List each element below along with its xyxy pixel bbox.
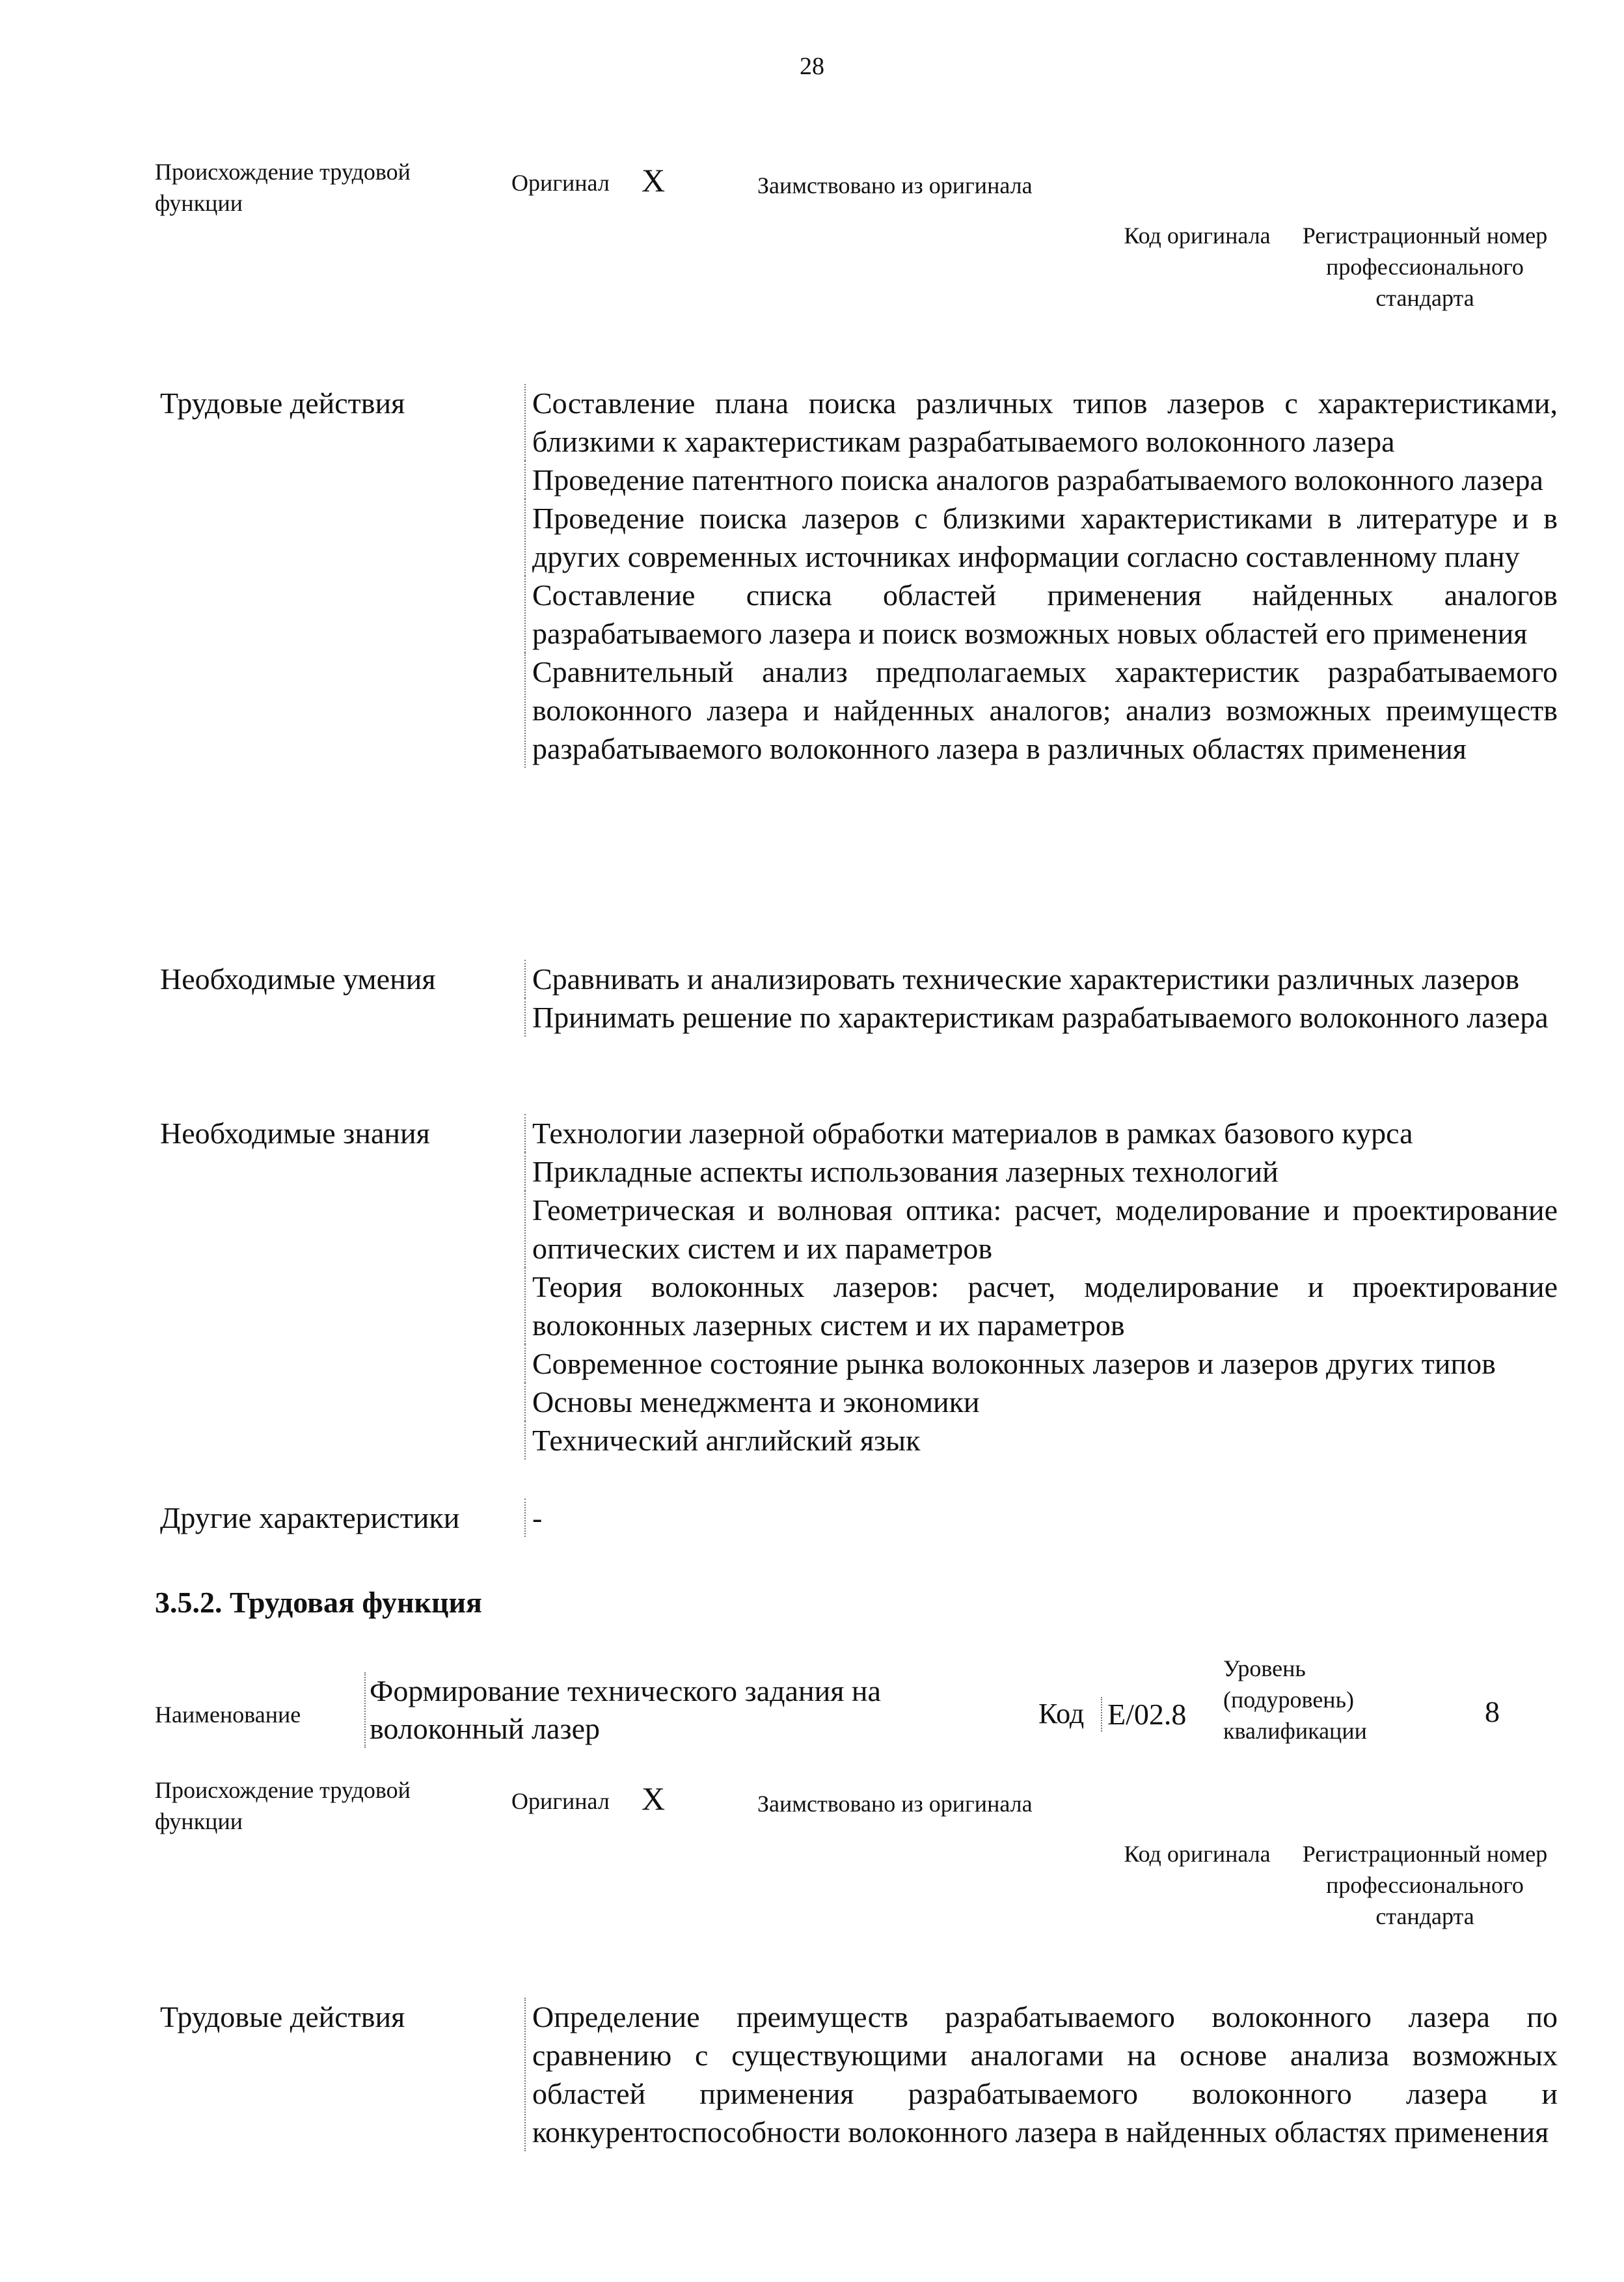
registration-number-label: Регистрационный номер профессионального стандарта	[1302, 1841, 1548, 1929]
origin-block	[0, 156, 1624, 371]
original-mark: X	[642, 1780, 666, 1817]
list-item: Проведение патентного поиска аналогов разрабатываемого волоконного лазера	[524, 461, 1558, 499]
list-item: Основы менеджмента и экономики	[524, 1383, 1558, 1421]
list-item: Современное состояние рынка волоконных лазеров и лазеров других типов	[524, 1344, 1558, 1383]
qualification-level-label	[1223, 1653, 1392, 1746]
required-skills-label: Необходимые умения	[160, 962, 436, 996]
borrowed-label: Заимствовано из оригинала	[757, 1791, 1033, 1817]
origin-block	[0, 1774, 1624, 1989]
labor-function-row	[0, 1653, 1624, 1770]
level-label-text: Уровень (подуровень) квалификации	[1223, 1655, 1367, 1744]
list-item: Принимать решение по характеристикам разрабатываемого волоконного лазера	[524, 998, 1558, 1037]
origin-label: Происхождение трудовой функции	[155, 1777, 411, 1834]
labor-actions-list	[524, 1998, 1558, 2151]
list-item: Прикладные аспекты использования лазерных технологий	[524, 1152, 1558, 1191]
code-value: E/02.8	[1101, 1697, 1186, 1732]
other-characteristics-label: Другие характеристики	[160, 1501, 460, 1534]
list-item: Определение преимуществ разрабатываемого волоконного лазера по сравнению с существующими аналогами на основе анализа возможных областей применения разрабатываемого волоконного лазера и конкурентоспособности волоконного лазера в найденных областях применения	[524, 1998, 1558, 2151]
labor-actions-label: Трудовые действия	[160, 387, 405, 420]
list-item: Технологии лазерной обработки материалов в рамках базового курса	[524, 1114, 1558, 1152]
original-code-label: Код оригинала	[1124, 223, 1271, 249]
labor-actions-label: Трудовые действия	[160, 2000, 405, 2033]
list-item: Сравнительный анализ предполагаемых характеристик разрабатываемого волоконного лазера и найденных аналогов; анализ возможных преимуществ разрабатываемого волоконного лазера в различных областях применения	[524, 653, 1558, 768]
list-item: Составление списка областей применения найденных аналогов разрабатываемого лазера и поиск возможных новых областей его применения	[524, 576, 1558, 653]
required-skills-list	[524, 960, 1558, 1037]
code-label: Код	[1038, 1698, 1085, 1730]
list-item: Сравнивать и анализировать технические характеристики различных лазеров	[524, 960, 1558, 998]
original-label: Оригинал	[511, 170, 610, 196]
list-item: Геометрическая и волновая оптика: расчет, моделирование и проектирование оптических систем и их параметров	[524, 1191, 1558, 1268]
labor-actions-list	[524, 384, 1558, 768]
list-item: Технический английский язык	[524, 1421, 1558, 1460]
list-item: Составление плана поиска различных типов лазеров с характеристиками, близкими к характеристикам разрабатываемого волоконного лазера	[524, 384, 1558, 461]
list-item: Теория волоконных лазеров: расчет, моделирование и проектирование волоконных лазерных систем и их параметров	[524, 1268, 1558, 1344]
required-knowledge-label: Необходимые знания	[160, 1117, 430, 1150]
required-knowledge-list	[524, 1114, 1558, 1460]
registration-number-label: Регистрационный номер профессионального стандарта	[1302, 223, 1548, 311]
function-name: Формирование технического задания на волоконный лазер	[364, 1672, 994, 1748]
origin-label: Происхождение трудовой функции	[155, 159, 411, 216]
other-characteristics-list	[524, 1499, 1558, 1537]
qualification-level-value: 8	[1485, 1695, 1500, 1728]
borrowed-label: Заимствовано из оригинала	[757, 172, 1033, 198]
page-number: 28	[800, 53, 824, 80]
original-code-label: Код оригинала	[1124, 1841, 1271, 1867]
section-heading: 3.5.2. Трудовая функция	[155, 1586, 482, 1619]
list-item: Проведение поиска лазеров с близкими характеристиками в литературе и в других современных источниках информации согласно составленному плану	[524, 499, 1558, 576]
name-label: Наименование	[155, 1702, 301, 1728]
original-mark: X	[642, 162, 666, 198]
list-item: -	[524, 1499, 1558, 1537]
original-label: Оригинал	[511, 1788, 610, 1814]
